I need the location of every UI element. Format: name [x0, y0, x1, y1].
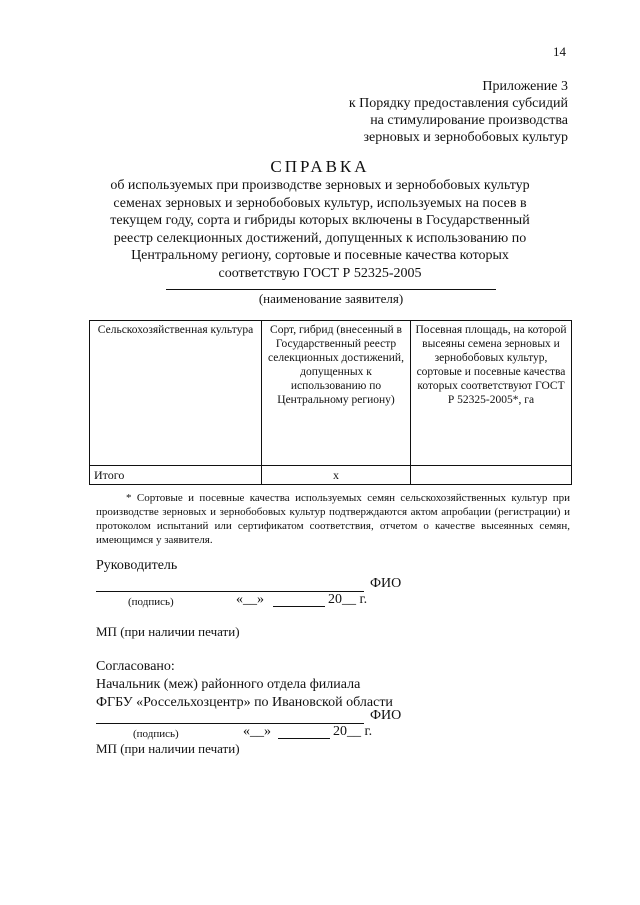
agreed-position-line1: Начальник (меж) районного отдела филиала [96, 677, 361, 692]
date-day: «__» [236, 592, 264, 607]
appendix-line: к Порядку предоставления субсидий [348, 96, 568, 111]
data-table [89, 320, 572, 485]
applicant-caption: (наименование заявителя) [258, 291, 404, 306]
stamp-note: МП (при наличии печати) [96, 624, 240, 639]
agreed-label: Согласовано: [96, 659, 175, 674]
document-subtitle: об используемых при производстве зерновых и зернобобовых культур семенах зерновых и зернобобовых культур, используемых на посев в текущем году, сорта и гибриды которых включены в Государственный реестр селекционных достижений, допущенных к использованию по Центральному региону, сортовые и посевные качества которых соответствую ГОСТ Р 52325-2005 [110, 178, 530, 281]
header-variety: Сорт, гибрид (внесенный в Государственный реестр селекционных достижений, допущенных к использованию по Центральному региону) [262, 321, 411, 466]
head-role-label: Руководитель [96, 558, 178, 573]
document-title: СПРАВКА [270, 157, 370, 176]
appendix-line: на стимулирование производства [370, 113, 568, 128]
date-year: 20__ г. [328, 592, 368, 607]
header-crop: Сельскохозяйственная культура [90, 321, 262, 466]
agreed-position-line2: ФГБУ «Россельхозцентр» по Ивановской области [96, 695, 393, 710]
date-day: «__» [243, 724, 271, 739]
fio-label: ФИО [370, 576, 402, 591]
fio-label: ФИО [370, 708, 402, 723]
total-area-cell [411, 466, 572, 485]
podpis-caption: (подпись) [133, 728, 179, 740]
total-label-cell: Итого [90, 466, 262, 485]
footnote: * Сортовые и посевные качества используемых семян сельскохозяйственных культур при производстве зерновых и зернобобовых культур подтверждаются актом апробации (регистрации) и протоколом испытаний или сертификатом соответствия, отчетом о качестве высеянных семян, имеющимся у заявителя. [96, 492, 570, 546]
applicant-name-line [166, 289, 496, 290]
appendix-block [208, 78, 568, 146]
podpis-caption: (подпись) [128, 596, 174, 608]
table-row-total [90, 466, 572, 485]
table-header-row [90, 321, 572, 466]
signature-line [96, 723, 364, 724]
date-year: 20__ г. [333, 724, 373, 739]
page-number: 14 [553, 44, 566, 59]
date-month-line [278, 738, 330, 739]
stamp-note: МП (при наличии печати) [96, 741, 240, 756]
date-month-line [273, 606, 325, 607]
appendix-line: Приложение 3 [482, 79, 568, 94]
signature-line [96, 591, 364, 592]
header-area: Посевная площадь, на которой высеяны семена зерновых и зернобобовых культур, сортовые и посевные качества которых соответствуют ГОСТ Р 52325-2005*, га [411, 321, 572, 466]
total-variety-cell: x [262, 466, 411, 485]
appendix-line: зерновых и зернобобовых культур [363, 130, 568, 145]
